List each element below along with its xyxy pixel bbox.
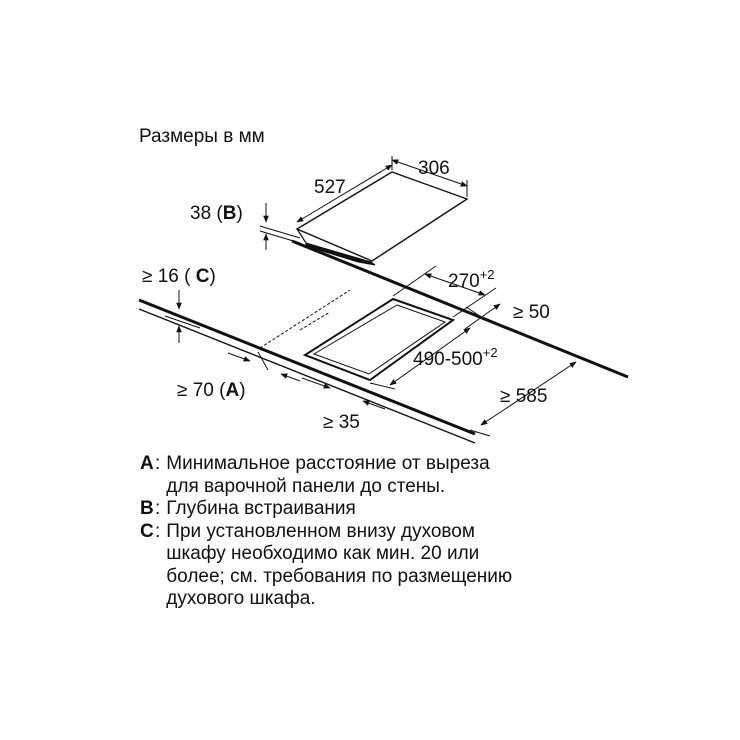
dim-wall-gap — [228, 352, 300, 381]
length-label: 527 — [314, 177, 346, 198]
front-gap-label: ≥ 35 — [323, 412, 360, 433]
legend-text: Глубина встраивания — [166, 498, 356, 519]
legend-key: B — [140, 498, 154, 519]
diagram-title: Размеры в мм — [139, 126, 265, 147]
min-bottom-label: ≥ 16 ( C) — [142, 266, 216, 287]
cutout-width-label: $490-500^{+2}$ — [413, 345, 498, 370]
width-label: 306 — [418, 158, 450, 179]
back-gap-label: ≥ 50 — [513, 302, 550, 323]
legend-key: C — [140, 520, 154, 542]
legend — [140, 453, 700, 611]
legend-text: При установленном внизу духовом шкафу необходимо как мин. 20 или более; см. требования по размещению духового шкафа. — [166, 520, 513, 609]
legend-text: Минимальное расстояние от выреза для варочной панели до стены. — [166, 453, 490, 497]
cutout-projection — [260, 290, 350, 348]
legend-item-c: C : При установленном внизу духовом шкафу необходимо как мин. 20 или более; см. требования по размещению духового шкафа. — [140, 520, 513, 609]
wall-gap-label: ≥ 70 (A) — [177, 380, 246, 401]
countertop-front-lower-edge — [139, 309, 475, 443]
cutout-depth-label: $270^{+2}$ — [448, 267, 495, 292]
dim-back-gap — [465, 304, 500, 329]
legend-item-a: A : Минимальное расстояние от выреза для варочной панели до стены. — [140, 453, 490, 497]
cutout-projection — [300, 312, 330, 330]
legend-key: A — [140, 453, 154, 474]
counter-depth-label: ≥ 585 — [500, 386, 548, 407]
depth-label: 38 (B) — [190, 203, 243, 224]
legend-item-b: B : Глубина встраивания — [140, 498, 356, 519]
